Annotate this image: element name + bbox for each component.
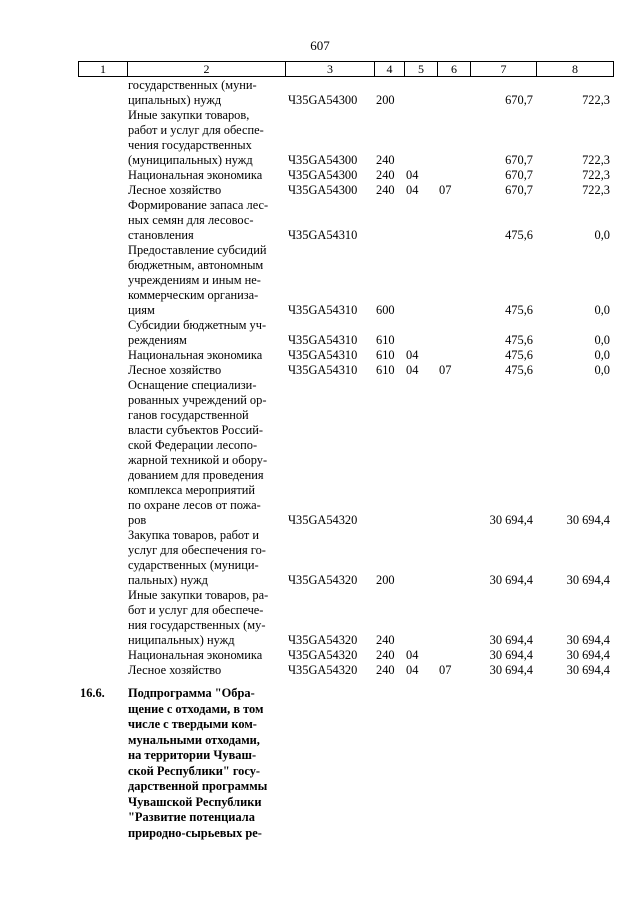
expense-type-code: 240 bbox=[376, 183, 395, 197]
page-number: 607 bbox=[310, 38, 330, 53]
subsection-code: 07 bbox=[439, 183, 452, 197]
expense-type-code: 240 bbox=[376, 168, 395, 182]
table-row bbox=[78, 348, 614, 363]
amount-year-2: 0,0 bbox=[594, 363, 610, 377]
column-header-4: 4 bbox=[375, 62, 405, 77]
row-description bbox=[128, 648, 278, 663]
section-title-line: "Развитие потенциала bbox=[128, 810, 255, 824]
amount-year-2: 30 694,4 bbox=[566, 648, 610, 662]
section-title-line: природно-сырьевых ре- bbox=[128, 825, 262, 840]
expense-type-code: 610 bbox=[376, 363, 395, 377]
target-article-code: Ч35GA54300 bbox=[288, 93, 358, 107]
amount-year-1: 30 694,4 bbox=[489, 663, 533, 677]
amount-year-1: 30 694,4 bbox=[489, 648, 533, 662]
target-article-code: Ч35GA54310 bbox=[288, 348, 358, 362]
table-row bbox=[78, 318, 614, 348]
amount-year-2: 722,3 bbox=[582, 153, 610, 167]
section-title-line: на территории Чуваш- bbox=[128, 748, 257, 762]
description-line: реждениям bbox=[128, 333, 187, 347]
target-article-code: Ч35GA54320 bbox=[288, 513, 358, 527]
description-line: дованием для проведения bbox=[128, 468, 264, 482]
description-line: Иные закупки товаров, bbox=[128, 108, 250, 122]
row-description bbox=[128, 588, 278, 648]
description-line: ниципальных) нужд bbox=[128, 633, 235, 647]
description-line: комплекса мероприятий bbox=[128, 483, 256, 497]
description-line: власти субъектов Россий- bbox=[128, 423, 264, 437]
description-line: Формирование запаса лес- bbox=[128, 198, 269, 212]
description-line: ской Федерации лесопо- bbox=[128, 438, 258, 452]
section-title-line: числе с твердыми ком- bbox=[128, 717, 257, 731]
description-line: Национальная экономика bbox=[128, 168, 263, 182]
description-line: ципальных) нужд bbox=[128, 93, 222, 107]
target-article-code: Ч35GA54320 bbox=[288, 663, 358, 677]
description-line: становления bbox=[128, 228, 194, 242]
table-row bbox=[78, 183, 614, 198]
amount-year-1: 670,7 bbox=[505, 183, 533, 197]
description-line: Национальная экономика bbox=[128, 348, 263, 362]
description-line: бот и услуг для обеспече- bbox=[128, 603, 264, 617]
table-row bbox=[78, 663, 614, 678]
description-line: Национальная экономика bbox=[128, 648, 263, 662]
target-article-code: Ч35GA54300 bbox=[288, 183, 358, 197]
description-line: сударственных (муници- bbox=[128, 558, 259, 572]
description-line: чения государственных bbox=[128, 138, 252, 152]
expense-type-code: 240 bbox=[376, 648, 395, 662]
section-code: 04 bbox=[406, 348, 419, 362]
amount-year-2: 30 694,4 bbox=[566, 573, 610, 587]
column-header-7: 7 bbox=[471, 62, 537, 77]
target-article-code: Ч35GA54320 bbox=[288, 633, 358, 647]
column-header-1: 1 bbox=[79, 62, 128, 77]
amount-year-2: 0,0 bbox=[594, 333, 610, 347]
amount-year-1: 475,6 bbox=[505, 228, 533, 242]
row-description bbox=[128, 663, 278, 678]
description-line: жарной техникой и обору- bbox=[128, 453, 268, 467]
description-line: пальных) нужд bbox=[128, 573, 208, 587]
row-description bbox=[128, 108, 278, 168]
row-description bbox=[128, 183, 278, 198]
description-line: коммерческим организа- bbox=[128, 288, 259, 302]
table-row bbox=[78, 243, 614, 318]
amount-year-1: 30 694,4 bbox=[489, 573, 533, 587]
amount-year-2: 30 694,4 bbox=[566, 633, 610, 647]
amount-year-2: 722,3 bbox=[582, 93, 610, 107]
table-row bbox=[78, 648, 614, 663]
amount-year-2: 0,0 bbox=[594, 228, 610, 242]
description-line: Оснащение специализи- bbox=[128, 378, 257, 392]
table-row bbox=[78, 588, 614, 648]
section-code: 04 bbox=[406, 363, 419, 377]
subsection-code: 07 bbox=[439, 663, 452, 677]
expense-type-code: 240 bbox=[376, 663, 395, 677]
description-line: ров bbox=[128, 513, 147, 527]
section-title-line: щение с отходами, в том bbox=[128, 701, 264, 716]
subsection-code: 07 bbox=[439, 363, 452, 377]
amount-year-2: 30 694,4 bbox=[566, 663, 610, 677]
description-line: Закупка товаров, работ и bbox=[128, 528, 260, 542]
section-code: 04 bbox=[406, 648, 419, 662]
target-article-code: Ч35GA54320 bbox=[288, 573, 358, 587]
target-article-code: Ч35GA54310 bbox=[288, 333, 358, 347]
column-header-8: 8 bbox=[537, 62, 614, 77]
table-row bbox=[78, 168, 614, 183]
description-line: Лесное хозяйство bbox=[128, 663, 222, 677]
amount-year-1: 670,7 bbox=[505, 93, 533, 107]
row-description bbox=[128, 243, 278, 318]
expense-type-code: 600 bbox=[376, 303, 395, 317]
amount-year-2: 722,3 bbox=[582, 183, 610, 197]
section-number: 16.6. bbox=[80, 686, 105, 700]
amount-year-1: 30 694,4 bbox=[489, 633, 533, 647]
row-description bbox=[128, 168, 278, 183]
amount-year-1: 475,6 bbox=[505, 333, 533, 347]
column-header-row bbox=[78, 61, 614, 77]
description-line: государственных (муни- bbox=[128, 78, 257, 92]
column-header-3: 3 bbox=[286, 62, 375, 77]
table-row bbox=[78, 78, 614, 108]
target-article-code: Ч35GA54300 bbox=[288, 168, 358, 182]
description-line: услуг для обеспечения го- bbox=[128, 543, 266, 557]
amount-year-1: 670,7 bbox=[505, 153, 533, 167]
amount-year-1: 30 694,4 bbox=[489, 513, 533, 527]
column-header-2: 2 bbox=[128, 62, 286, 77]
row-description bbox=[128, 78, 278, 108]
target-article-code: Ч35GA54310 bbox=[288, 303, 358, 317]
description-line: (муниципальных) нужд bbox=[128, 153, 253, 167]
section-code: 04 bbox=[406, 183, 419, 197]
table-row bbox=[78, 108, 614, 168]
section-code: 04 bbox=[406, 168, 419, 182]
description-line: Субсидии бюджетным уч- bbox=[128, 318, 267, 332]
section-title-line: мунальными отходами, bbox=[128, 732, 260, 747]
description-line: Лесное хозяйство bbox=[128, 363, 222, 377]
row-description bbox=[128, 378, 278, 528]
section-title-line: Подпрограмма "Обра- bbox=[128, 686, 255, 700]
description-line: бюджетным, автономным bbox=[128, 258, 264, 272]
description-line: ных семян для лесовос- bbox=[128, 213, 254, 227]
expense-type-code: 610 bbox=[376, 333, 395, 347]
description-line: Иные закупки товаров, ра- bbox=[128, 588, 269, 602]
expense-type-code: 240 bbox=[376, 153, 395, 167]
target-article-code: Ч35GA54300 bbox=[288, 153, 358, 167]
description-line: по охране лесов от пожа- bbox=[128, 498, 261, 512]
table-row bbox=[78, 378, 614, 528]
column-header-5: 5 bbox=[405, 62, 438, 77]
description-line: ганов государственной bbox=[128, 408, 249, 422]
description-line: ния государственных (му- bbox=[128, 618, 266, 632]
amount-year-2: 0,0 bbox=[594, 348, 610, 362]
amount-year-2: 30 694,4 bbox=[566, 513, 610, 527]
row-description bbox=[128, 363, 278, 378]
column-header-6: 6 bbox=[438, 62, 471, 77]
section-title-line: ской Республики" госу- bbox=[128, 763, 261, 778]
amount-year-1: 475,6 bbox=[505, 363, 533, 377]
section-title bbox=[128, 686, 278, 841]
expense-type-code: 200 bbox=[376, 93, 395, 107]
description-line: Лесное хозяйство bbox=[128, 183, 222, 197]
amount-year-1: 475,6 bbox=[505, 303, 533, 317]
description-line: циям bbox=[128, 303, 155, 317]
description-line: работ и услуг для обеспе- bbox=[128, 123, 264, 137]
amount-year-1: 670,7 bbox=[505, 168, 533, 182]
row-description bbox=[128, 198, 278, 243]
row-description bbox=[128, 348, 278, 363]
table-row bbox=[78, 528, 614, 588]
target-article-code: Ч35GA54320 bbox=[288, 648, 358, 662]
target-article-code: Ч35GA54310 bbox=[288, 228, 358, 242]
section-title-line: Чувашской Республики bbox=[128, 794, 262, 809]
description-line: учреждениям и иным не- bbox=[128, 273, 261, 287]
expense-type-code: 200 bbox=[376, 573, 395, 587]
row-description bbox=[128, 318, 278, 348]
table-row bbox=[78, 198, 614, 243]
amount-year-1: 475,6 bbox=[505, 348, 533, 362]
amount-year-2: 722,3 bbox=[582, 168, 610, 182]
row-description bbox=[128, 528, 278, 588]
expense-type-code: 240 bbox=[376, 633, 395, 647]
budget-table-body bbox=[78, 78, 614, 678]
table-row bbox=[78, 363, 614, 378]
section-code: 04 bbox=[406, 663, 419, 677]
description-line: рованных учреждений ор- bbox=[128, 393, 267, 407]
amount-year-2: 0,0 bbox=[594, 303, 610, 317]
target-article-code: Ч35GA54310 bbox=[288, 363, 358, 377]
description-line: Предоставление субсидий bbox=[128, 243, 267, 257]
expense-type-code: 610 bbox=[376, 348, 395, 362]
section-title-line: дарственной программы bbox=[128, 779, 268, 793]
